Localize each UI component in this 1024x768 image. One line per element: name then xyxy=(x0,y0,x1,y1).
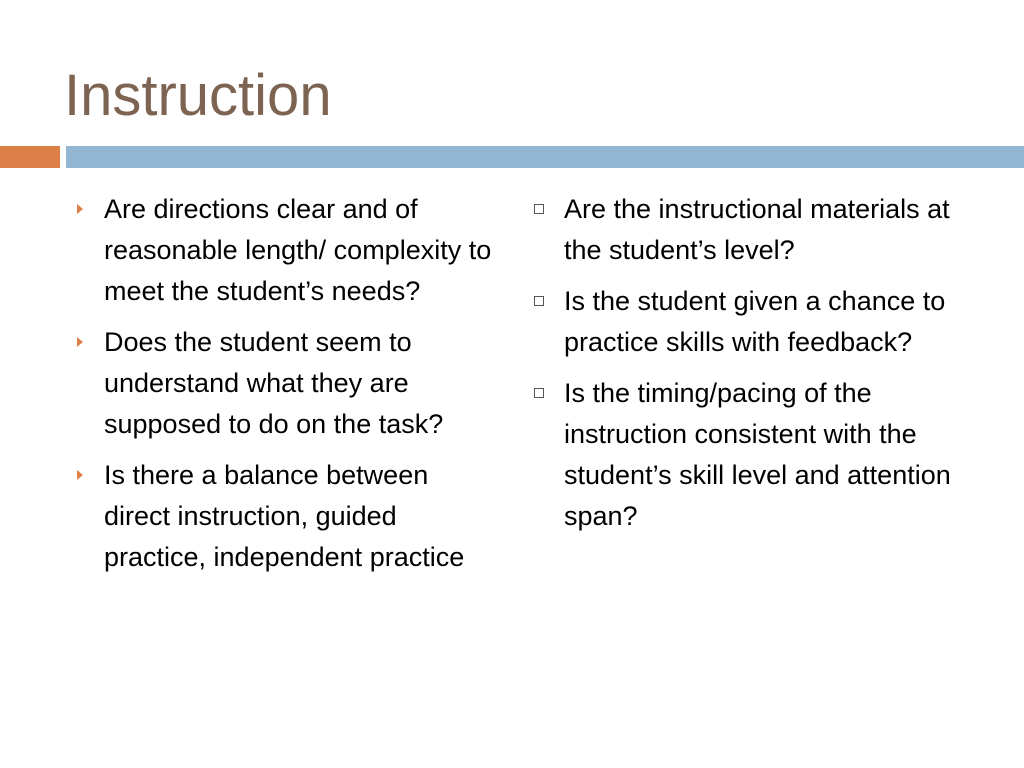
hollow-square-icon xyxy=(530,373,554,414)
triangle-arrow-icon xyxy=(70,455,94,496)
list-item-text: Are directions clear and of reasonable length/ complexity to meet the student’s needs? xyxy=(104,194,492,306)
list-item-text: Are the instructional materials at the student’s level? xyxy=(564,194,950,265)
left-bullet-list xyxy=(70,189,500,588)
list-item-text: Does the student seem to understand what they are supposed to do on the task? xyxy=(104,327,444,439)
list-item xyxy=(70,322,500,445)
list-item xyxy=(530,281,980,363)
list-item-text: Is the timing/pacing of the instruction consistent with the student’s skill level and attention span? xyxy=(564,378,951,531)
hollow-square-icon xyxy=(530,281,554,322)
hollow-square-icon xyxy=(530,189,554,230)
list-item xyxy=(70,455,500,578)
list-item xyxy=(530,373,980,537)
list-item xyxy=(530,189,980,271)
list-item-text: Is the student given a chance to practice skills with feedback? xyxy=(564,286,946,357)
right-bullet-list xyxy=(530,189,980,547)
triangle-arrow-icon xyxy=(70,189,94,230)
list-item-text: Is there a balance between direct instruction, guided practice, independent practice xyxy=(104,460,465,572)
title-divider-bar xyxy=(66,146,1024,168)
triangle-arrow-icon xyxy=(70,322,94,363)
list-item xyxy=(70,189,500,312)
slide-title: Instruction xyxy=(64,63,332,128)
title-accent-bar xyxy=(0,146,60,168)
